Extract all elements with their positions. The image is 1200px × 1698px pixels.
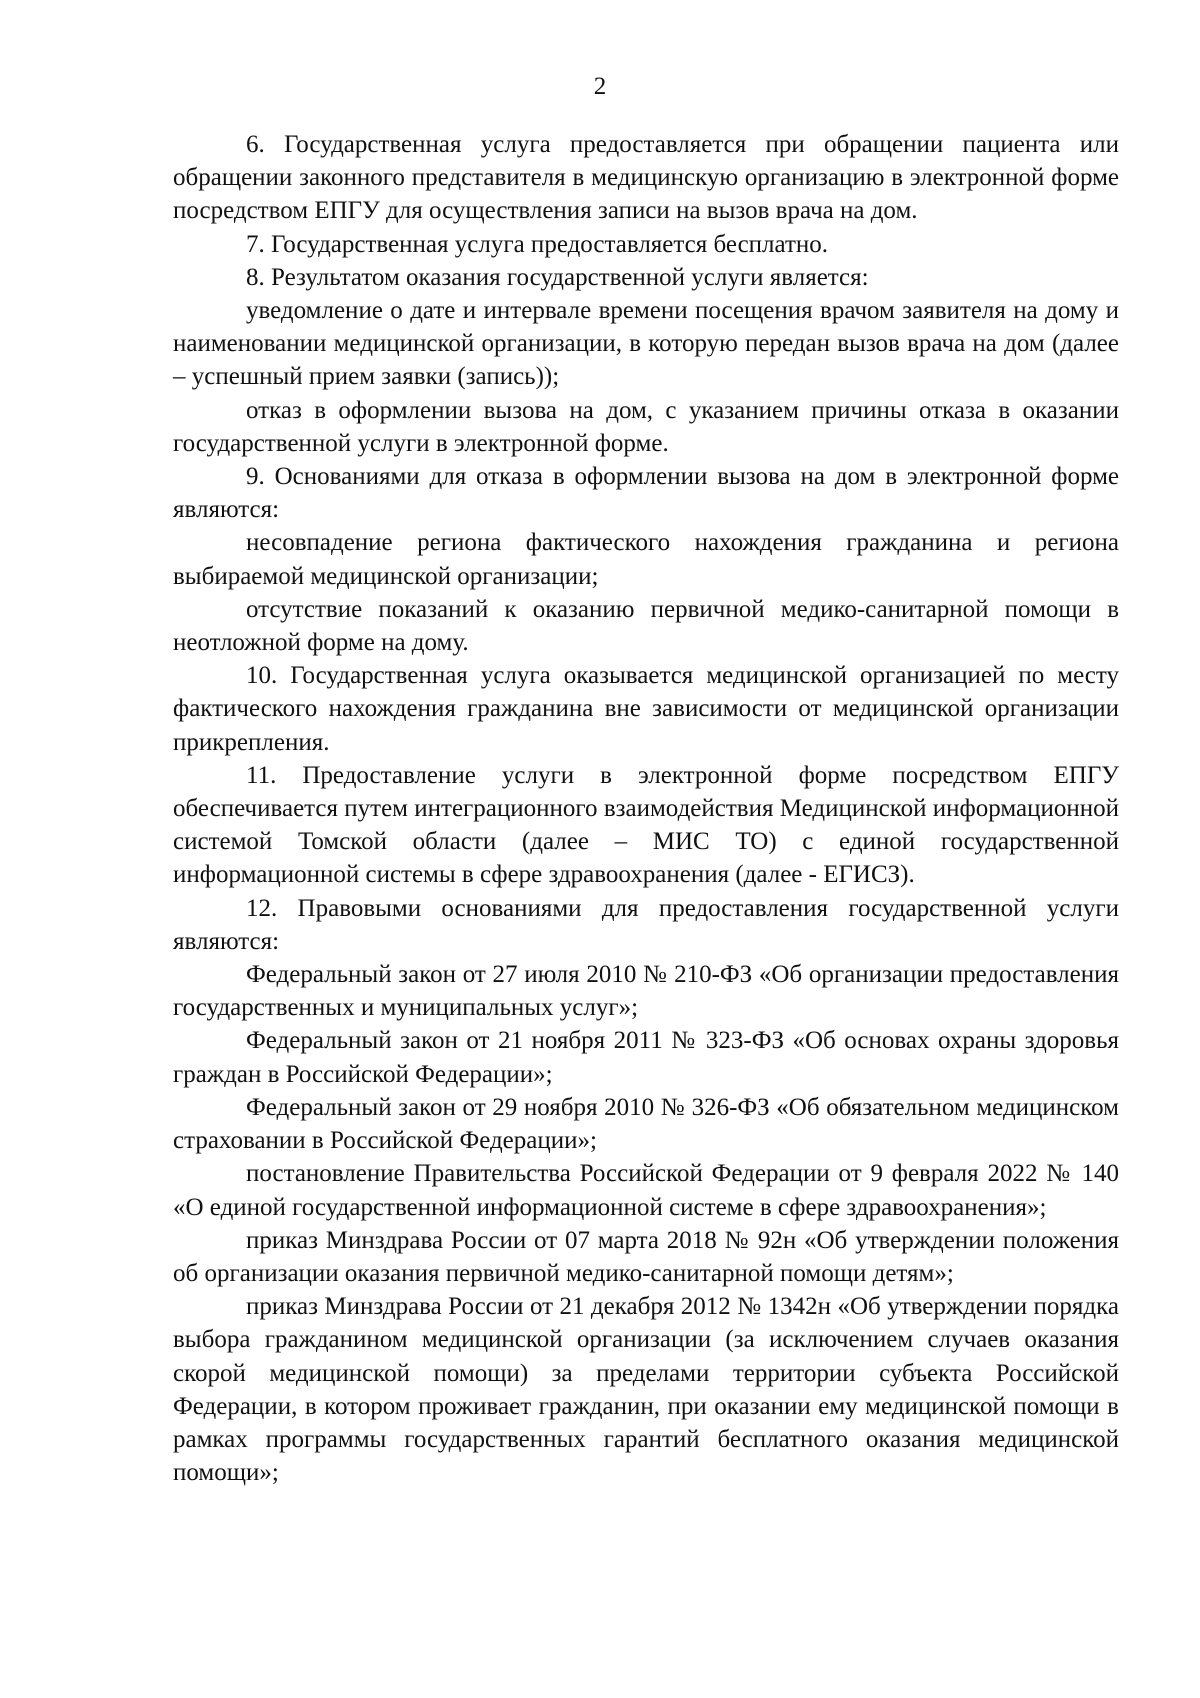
paragraph-refusal-reason-region: несовпадение региона фактического нахождения гражданина и региона выбираемой медицинской организации; <box>173 529 1119 590</box>
paragraph-item-8: 8. Результатом оказания государственной услуги является: <box>246 263 869 291</box>
paragraph-item-9: 9. Основаниями для отказа в оформлении вызова на дом в электронной форме являются: <box>173 463 1119 524</box>
legal-basis-resolution-140: постановление Правительства Российской Федерации от 9 февраля 2022 № 140 «О единой государственной информационной системе в сфере здравоохранения»; <box>173 1160 1119 1221</box>
legal-basis-order-1342n: приказ Минздрава России от 21 декабря 2012 № 1342н «Об утверждении порядка выбора гражданином медицинской организации (за исключением случаев оказания скорой медицинской помощи) за пределами территории субъекта Российской Федерации, в котором проживает гражданин, при оказании ему медицинской помощи в рамках программы государственных гарантий бесплатного оказания медицинской помощи»; <box>173 1293 1119 1487</box>
legal-basis-326-fz: Федеральный закон от 29 ноября 2010 № 326-ФЗ «Об обязательном медицинском страховании в Российской Федерации»; <box>173 1093 1119 1155</box>
paragraph-item-11: 11. Предоставление услуги в электронной форме посредством ЕПГУ обеспечивается путем интеграционного взаимодействия Медицинской информационной системой Томской области (далее – МИС ТО) с единой государственной информационной системы в сфере здравоохранения (далее - ЕГИСЗ). <box>173 761 1119 889</box>
legal-basis-210-fz: Федеральный закон от 27 июля 2010 № 210-ФЗ «Об организации предоставления государственных и муниципальных услуг»; <box>173 961 1119 1022</box>
document-body <box>173 128 1119 1489</box>
paragraph-item-6: 6. Государственная услуга предоставляется при обращении пациента или обращении законного представителя в медицинскую организацию в электронной форме посредством ЕПГУ для осуществления записи на вызов врача на дом. <box>173 131 1119 225</box>
legal-basis-323-fz: Федеральный закон от 21 ноября 2011 № 323-ФЗ «Об основах охраны здоровья граждан в Российской Федерации»; <box>173 1027 1119 1088</box>
paragraph-result-refusal: отказ в оформлении вызова на дом, с указанием причины отказа в оказании государственной услуги в электронной форме. <box>173 396 1119 457</box>
page-number: 2 <box>593 73 607 100</box>
legal-basis-order-92n: приказ Минздрава России от 07 марта 2018 № 92н «Об утверждении положения об организации оказания первичной медико-санитарной помощи детям»; <box>173 1226 1119 1287</box>
paragraph-item-10: 10. Государственная услуга оказывается медицинской организацией по месту фактического нахождения гражданина вне зависимости от медицинской организации прикрепления. <box>173 662 1119 756</box>
paragraph-refusal-reason-indications: отсутствие показаний к оказанию первичной медико-санитарной помощи в неотложной форме на дому. <box>173 595 1119 657</box>
paragraph-item-7: 7. Государственная услуга предоставляется бесплатно. <box>246 230 829 258</box>
paragraph-item-12: 12. Правовыми основаниями для предоставления государственной услуги являются: <box>173 894 1119 955</box>
paragraph-result-success: уведомление о дате и интервале времени посещения врачом заявителя на дому и наименовании медицинской организации, в которую передан вызов врача на дом (далее – успешный прием заявки (запись)); <box>173 297 1119 391</box>
